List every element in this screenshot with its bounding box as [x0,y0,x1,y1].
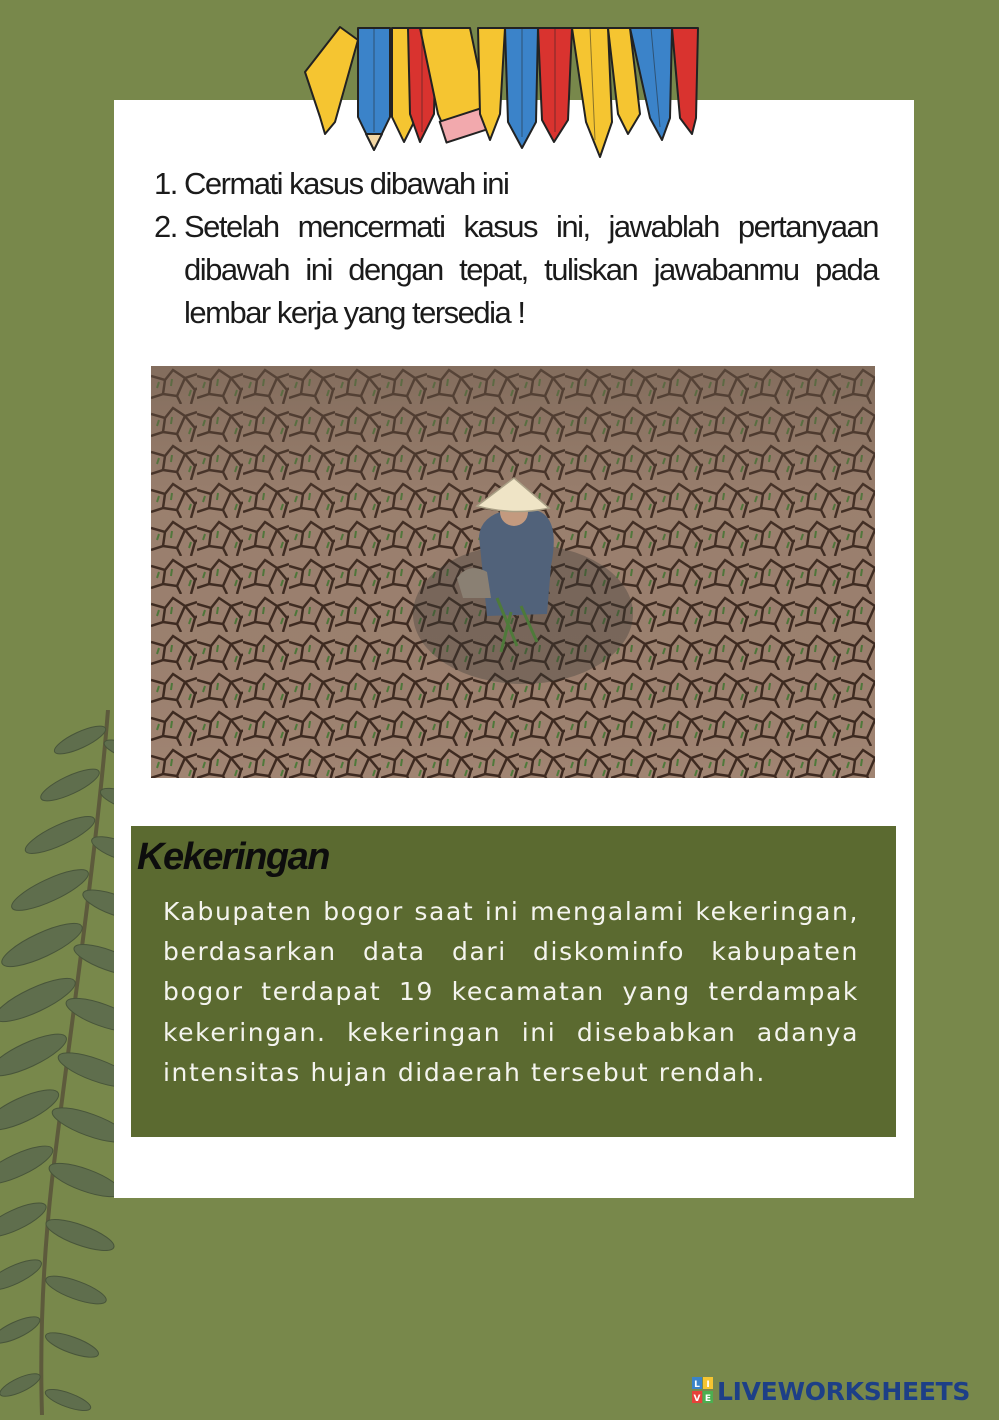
instruction-item-1 [154,162,878,205]
instruction-number: 1. [154,166,177,201]
instruction-text: Setelah mencermati kasus ini, jawablah pertanyaan dibawah ini dengan tepat, tuliskan jawabanmu pada lembar kerja yang tersedia ! [184,209,878,330]
svg-text:I: I [706,1380,710,1390]
instruction-item-2 [154,205,878,334]
svg-text:E: E [704,1394,712,1404]
pencils-decoration [300,22,700,162]
svg-text:V: V [693,1394,701,1404]
brand-name[interactable]: LIVEWORKSHEETS [717,1376,971,1406]
svg-text:L: L [694,1380,700,1390]
liveworksheets-logo-icon [692,1377,714,1405]
drought-photo [151,366,875,778]
instruction-list [154,162,878,334]
liveworksheets-brand [692,1374,970,1408]
case-text: Kabupaten bogor saat ini mengalami kekeringan, berdasarkan data dari diskominfo kabupaten bogor terdapat 19 kecamatan yang terdampak kekeringan. kekeringan ini disebabkan adanya intensitas hujan didaerah tersebut rendah. [163,897,859,1087]
case-box [131,826,896,1137]
instruction-number: 2. [154,209,177,244]
case-title: Kekeringan [137,836,329,878]
instruction-text: Cermati kasus dibawah ini [184,166,509,201]
